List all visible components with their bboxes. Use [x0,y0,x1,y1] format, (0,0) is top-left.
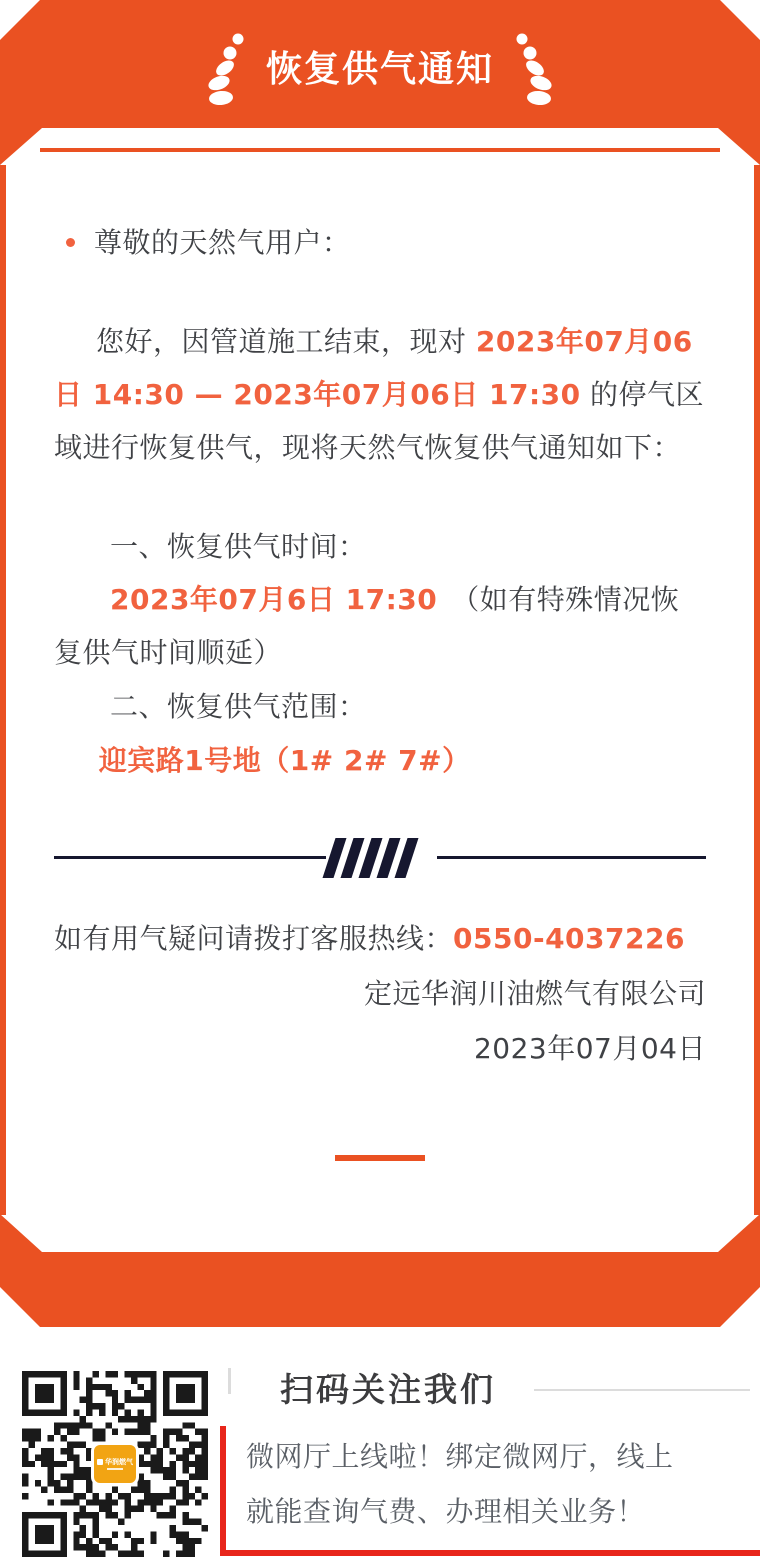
slash-divider [54,838,706,878]
section1-body [54,573,706,679]
promo-border-bottom [220,1550,760,1556]
restore-scope: 迎宾路1号地（1# 2# 7#） [98,744,471,777]
qr-logo-mark-icon [97,1459,103,1465]
restore-time: 2023年07月6日 17:30 [110,583,438,616]
issue-date: 2023年07月04日 [473,1032,706,1065]
greeting: 尊敬的天然气用户： [94,226,351,259]
follow-title-rule [534,1389,750,1391]
qr-logo-text: 华润燃气 [105,1457,133,1466]
qr-center-logo [91,1442,139,1486]
hotline-line [54,912,706,965]
intro-paragraph [54,315,706,474]
hotline-number: 0550-4037226 [453,922,685,955]
page-title: 恢复供气通知 [265,49,494,90]
laurel-branch-left-icon [202,32,248,108]
company-name: 定远华润川油燃气有限公司 [363,977,706,1010]
section2-title: 二、恢复供气范围： [110,690,367,723]
restore-time-note: （如有特殊情况恢复供气时间顺延） [54,583,680,669]
right-border [754,165,760,1215]
header-underline [40,148,720,152]
promo-border-left [220,1426,226,1556]
footer-tick [228,1368,231,1394]
bottom-band [0,1214,760,1327]
promo-line-1: 微网厅上线啦！绑定微网厅，线上 [246,1440,674,1473]
left-border [0,165,6,1215]
divider-line-left [54,856,326,859]
end-dash [335,1155,425,1161]
header [0,30,760,110]
divider-line-right [437,856,706,859]
section1-title: 一、恢复供气时间： [110,530,367,563]
intro-text-tail: 的停气区域进行恢复供气，现将天然气恢复供气通知如下： [54,378,705,464]
intro-text: 您好，因管道施工结束，现对 [96,325,476,358]
outage-time-range: 2023年07月06日 14:30 — 2023年07月06日 17:30 [54,325,693,411]
follow-title: 扫码关注我们 [280,1370,496,1409]
laurel-branch-right-icon [512,32,558,108]
qr-logo-subline [107,1468,123,1470]
promo-line-2: 就能查询气费、办理相关业务！ [246,1495,646,1528]
promo-text [246,1429,751,1539]
hotline-label: 如有用气疑问请拨打客服热线： [54,922,454,955]
